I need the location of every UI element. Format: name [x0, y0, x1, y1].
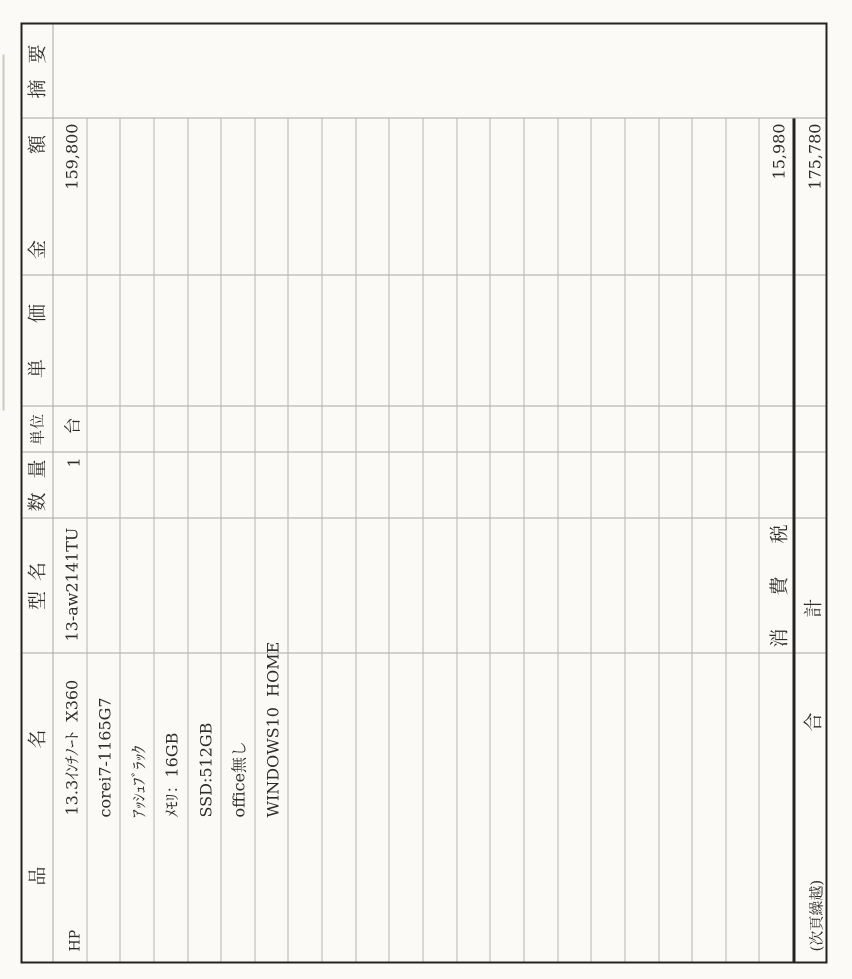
column-header-item-name — [22, 653, 52, 961]
amount-text: 159,800 — [62, 123, 81, 190]
grid-line — [489, 118, 490, 961]
header-char: 単 — [25, 358, 48, 378]
header-char: 名 — [25, 561, 48, 581]
item-name-text: 13.3ｲﾝﾁﾉｰﾄ X360 — [62, 679, 81, 815]
header-char: 金 — [25, 239, 48, 259]
header-char: 価 — [25, 303, 48, 323]
column-header-unit-price — [22, 275, 52, 406]
grid-line — [119, 118, 120, 961]
grid-line — [523, 118, 524, 961]
grid-line — [355, 118, 356, 961]
grid-line — [220, 118, 221, 961]
grid-line — [388, 118, 389, 961]
model-text: 13-aw2141TU — [62, 527, 81, 641]
grid-line — [22, 451, 825, 452]
grid-line — [590, 118, 591, 961]
item-name-text: ﾒﾓﾘ：16GB — [162, 732, 181, 817]
grid-line — [792, 118, 795, 961]
grid-line — [86, 118, 87, 961]
total-amount: 175,780 — [805, 123, 824, 190]
grid-line — [456, 118, 457, 961]
grid-line — [22, 274, 825, 275]
ledger-table — [20, 22, 827, 963]
grid-line — [22, 405, 825, 406]
tax-label-char: 消 — [767, 627, 790, 647]
grid-line — [321, 118, 322, 961]
item-name-text: corei7-1165G7 — [95, 696, 114, 817]
tax-amount: 15,980 — [769, 123, 788, 179]
column-header-quantity — [22, 452, 52, 518]
grid-line — [22, 117, 825, 118]
item-name-text: ｱｯｼｭﾌﾞﾗｯｸ — [129, 744, 148, 817]
grid-line — [691, 118, 692, 961]
tax-label-char: 費 — [767, 576, 790, 596]
total-label-char: 合 — [802, 711, 824, 731]
header-char: 単 — [27, 429, 46, 445]
grid-line — [187, 118, 188, 961]
tax-label-char: 税 — [767, 524, 790, 544]
grid-line — [287, 118, 288, 961]
header-char: 型 — [25, 590, 48, 610]
column-header-amount — [22, 118, 52, 275]
tax-label — [764, 518, 790, 653]
grid-line — [254, 118, 255, 961]
grid-line — [725, 118, 726, 961]
grid-line — [658, 118, 659, 961]
grid-line — [153, 118, 154, 961]
grid-line — [422, 118, 423, 961]
header-char: 額 — [25, 134, 48, 154]
item-name-text: WINDOWS10 HOME — [263, 641, 282, 817]
header-char: 要 — [25, 43, 48, 63]
header-char: 数 — [25, 492, 48, 512]
column-header-note — [22, 24, 52, 118]
header-char: 品 — [25, 866, 48, 886]
item-name-text: office無し — [229, 740, 248, 817]
total-label-char: 計 — [802, 597, 824, 617]
header-char: 名 — [25, 728, 48, 748]
carryover-label: (次頁繰越) — [807, 879, 825, 951]
grid-line — [758, 118, 759, 961]
header-char: 位 — [27, 413, 46, 429]
item-name-text: SSD:512GB — [196, 722, 215, 817]
grid-line — [22, 517, 825, 518]
column-header-unit — [22, 406, 52, 452]
grid-line — [624, 118, 625, 961]
item-maker-text: HP — [67, 929, 83, 951]
header-char: 摘 — [25, 79, 48, 99]
header-row — [22, 24, 52, 961]
quantity-text: 1 — [64, 456, 83, 467]
grid-line — [22, 652, 825, 653]
header-char: 量 — [25, 458, 48, 478]
column-header-model-name — [22, 518, 52, 653]
unit-text: 台 — [63, 417, 83, 434]
grid-line — [557, 118, 558, 961]
scan-edge-artifact-line — [2, 54, 4, 410]
